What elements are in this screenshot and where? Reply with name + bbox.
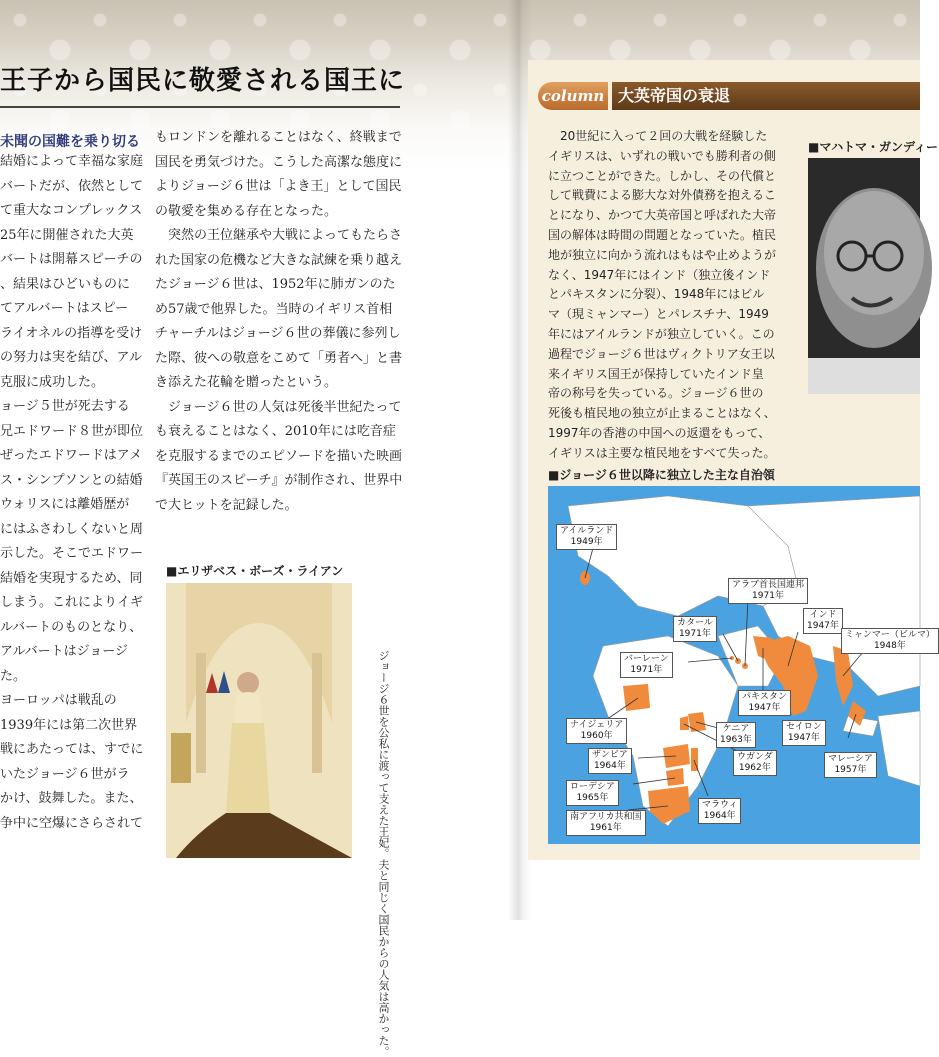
text-line: ぜったエドワードはアメ [0, 448, 142, 463]
section-heading: 未聞の国難を乗り切る [0, 134, 140, 150]
map-label-malawi: マラウィ 1964年 [698, 798, 741, 824]
map-label-malaysia: マレーシア 1957年 [824, 752, 877, 778]
text-line: 死後も植民地の独立が止まることはなく、 [548, 406, 776, 421]
map-label-ireland: アイルランド 1949年 [556, 524, 617, 550]
portrait-illustration [166, 583, 352, 858]
text-line: ルバートのものとなり、 [0, 619, 143, 635]
dominion-map [548, 486, 935, 844]
text-line: 1939年には第二次世界 [0, 717, 138, 733]
map-label-bahrain: バーレーン 1971年 [620, 652, 673, 678]
queen-portrait-photo [166, 583, 352, 858]
text-line: 来イギリス国王が保持していたインド皇 [548, 366, 764, 381]
text-line: たジョージ６世は、1952年に肺ガンのた [155, 277, 396, 292]
map-label-ceylon: セイロン 1947年 [782, 720, 826, 746]
gandhi-photo [808, 158, 920, 394]
text-line: ジョージ６世の人気は死後半世紀たって [155, 399, 402, 415]
zambia-region [663, 744, 690, 768]
text-line: 年にはアイルランドが独立していく。この [548, 326, 775, 341]
text-line: た際、彼への敬意をこめて「勇者へ」と書 [155, 350, 403, 366]
map-label-south-africa: 南アフリカ共和国 1961年 [566, 810, 646, 836]
text-line: バートだが、依然として [0, 178, 144, 194]
text-line: 戦にあたっては、すでに [0, 742, 144, 757]
text-line: チャーチルはジョージ６世の葬儀に参列し [155, 326, 401, 341]
title-rule [0, 106, 400, 108]
text-line: き添えた花輪を贈ったという。 [155, 375, 338, 390]
text-line: 争中に空爆にさらされて [0, 815, 144, 831]
text-column-b [155, 126, 403, 518]
text-line: して戦費による膨大な対外債務を抱えるこ [548, 188, 777, 203]
text-line: 克服に成功した。 [0, 374, 105, 390]
text-line: 突然の王位継承や大戦によってもたらさ [155, 228, 403, 243]
gandhi-caption: ■マハトマ・ガンディー [808, 140, 939, 154]
text-line: 、結果はひどいものに [0, 276, 131, 292]
text-line: て重大なコンプレックス [0, 203, 143, 218]
photo-caption: ■エリザベス・ボーズ・ライアン [166, 564, 344, 578]
text-line: かけ、鼓舞した。また、 [0, 791, 143, 806]
text-line: 地が独立に向かう流れはもはや止めようが [548, 247, 777, 262]
column-tag: column [538, 82, 608, 110]
text-line: 20世紀に入って２回の大戦を経験した [548, 129, 768, 143]
nigeria-region [623, 684, 650, 711]
map-label-rhodesia: ローデシア 1965年 [566, 780, 619, 806]
map-label-nigeria: ナイジェリア 1960年 [566, 718, 627, 744]
map-label-pakistan: パキスタン 1947年 [738, 690, 791, 716]
text-line: 帝の称号を失っている。ジョージ６世の [548, 386, 764, 401]
text-column-a [0, 150, 144, 836]
text-line: なく、1947年にはインド（独立後インド [548, 267, 771, 282]
text-line: た。 [0, 668, 27, 684]
text-line: バートは開幕スピーチの [0, 252, 143, 267]
gandhi-illustration [808, 158, 920, 394]
text-line: 25年に開催された大英 [0, 227, 134, 243]
text-line: イギリスは、いずれの戦いでも勝利者の側 [548, 148, 776, 163]
rhodesia-region [666, 768, 684, 786]
text-line: 国民を勇気づけた。こうした高潔な態度に [155, 154, 403, 170]
text-line: 兄エドワード８世が即位 [0, 423, 144, 439]
text-line: 国の解体は時間の問題となっていた。植民 [548, 227, 777, 242]
text-line: め57歳で他界した。当時のイギリス首相 [155, 301, 393, 317]
text-line: てアルバートはスピー [0, 301, 129, 316]
map-label-uganda: ウガンダ 1962年 [733, 750, 777, 776]
text-line: アルバートはジョージ [0, 644, 129, 659]
text-line: の敬愛を集める存在となった。 [155, 203, 338, 219]
text-line: ウォリスには離婚歴が [0, 497, 130, 512]
map-label-qatar: カタール 1971年 [673, 616, 717, 642]
map-label-kenya: ケニア 1963年 [716, 722, 756, 748]
text-line: で大ヒットを記録した。 [155, 497, 298, 513]
text-line: しまう。これによりイギ [0, 595, 144, 610]
text-line: の努力は実を結び、アル [0, 350, 142, 365]
text-line: マ（現ミャンマー）とパレスチナ、1949 [548, 307, 769, 322]
text-line: ヨーロッパは戦乱の [0, 693, 117, 708]
text-line: 『英国王のスピーチ』が制作され、世界中 [155, 473, 403, 488]
map-label-uae: アラブ首長国連邦 1971年 [728, 578, 808, 604]
column-body-text [548, 127, 778, 464]
text-line: ス・シンプソンとの結婚 [0, 472, 143, 488]
text-line: よりジョージ６世は「よき王」として国民 [155, 179, 402, 194]
text-line: 過程でジョージ６世はヴィクトリア女王以 [548, 346, 775, 361]
map-label-india: インド 1947年 [803, 608, 843, 634]
uganda-region [680, 716, 689, 730]
text-line: いたジョージ６世がラ [0, 766, 130, 782]
south-africa-region [648, 786, 690, 824]
map-label-myanmar: ミャンマー（ビルマ） 1948年 [841, 628, 939, 654]
text-line: 結婚によって幸福な家庭 [0, 154, 144, 169]
oceania-landmass [878, 711, 920, 786]
text-line: 示した。そこでエドワー [0, 546, 144, 561]
text-line: ライオネルの指導を受け [0, 325, 143, 341]
text-line: イギリスは主要な植民地をすべて失った。 [548, 445, 776, 460]
portrait-vertical-caption: ジョージ６世を公私に渡って支えた王妃。夫と同じく国民からの人気は高かった。 [377, 650, 390, 1057]
page-title: 王子から国民に敬愛される国王に [0, 66, 406, 96]
text-line: も衰えることはなく、2010年には吃音症 [155, 424, 396, 439]
text-line: に立つことができた。しかし、その代償と [548, 168, 777, 183]
text-line: ョージ５世が死去する [0, 399, 130, 414]
text-line: とになり、かつて大英帝国と呼ばれた大帝 [548, 208, 777, 223]
text-line: 1997年の香港の中国への返還をもって、 [548, 425, 771, 440]
text-line: れた国家の危機など大きな試練を乗り越え [155, 252, 403, 268]
map-label-zambia: ザンビア 1964年 [588, 748, 632, 774]
text-line: にはふさわしくないと周 [0, 521, 144, 537]
text-line: とパキスタンに分裂）、1948年にはビル [548, 287, 765, 302]
text-line: 結婚を実現するため、同 [0, 570, 143, 586]
column-title: 大英帝国の衰退 [612, 82, 920, 110]
text-line: もロンドンを離れることはなく、終戦まで [155, 130, 402, 145]
text-line: を克服するまでのエピソードを描いた映画 [155, 448, 403, 464]
map-caption: ■ジョージ６世以降に独立した主な自治領 [548, 468, 775, 482]
